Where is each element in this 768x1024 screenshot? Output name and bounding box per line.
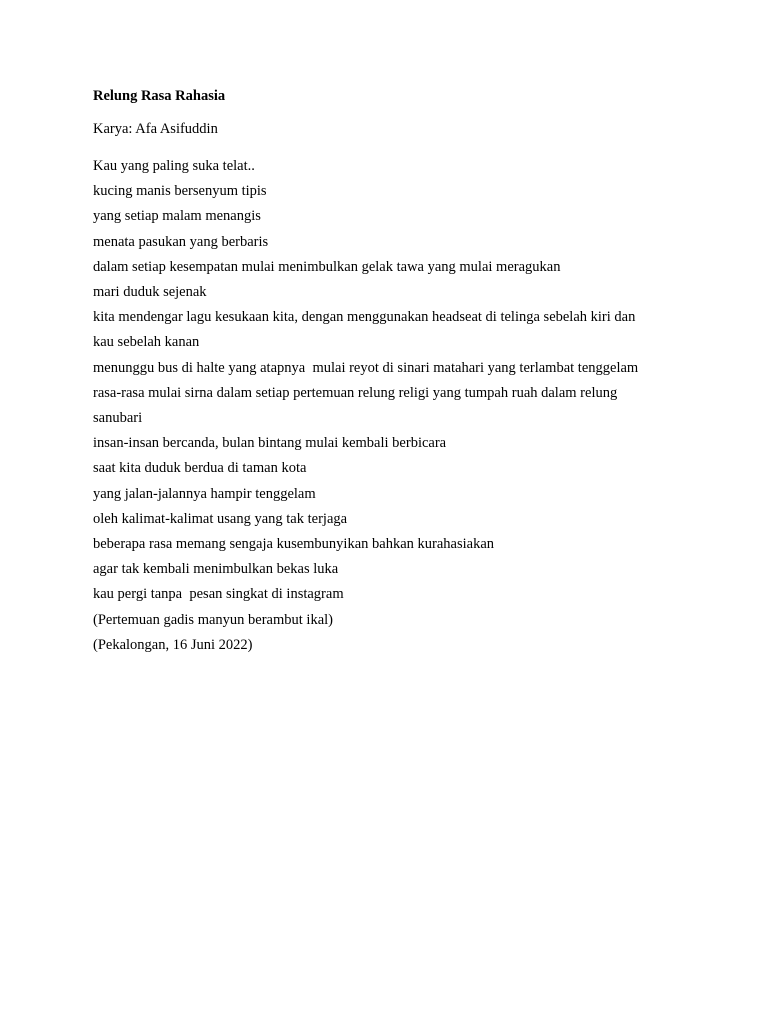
poem-line: kau sebelah kanan	[93, 334, 200, 351]
poem-line: Kau yang paling suka telat..	[93, 158, 255, 174]
poem-line: (Pekalongan, 16 Juni 2022)	[93, 636, 253, 653]
poem-line: saat kita duduk berdua di taman kota	[93, 460, 307, 477]
poem-line: kita mendengar lagu kesukaan kita, dengan menggunakan headseat di telinga sebelah kiri dan	[93, 309, 636, 326]
poem-line: rasa-rasa mulai sirna dalam setiap pertemuan relung religi yang tumpah ruah dalam relung	[93, 384, 618, 401]
poem-line: kucing manis bersenyum tipis	[93, 183, 267, 200]
poem-line: oleh kalimat-kalimat usang yang tak terjaga	[93, 510, 348, 527]
poem-line: menata pasukan yang berbaris	[93, 233, 269, 250]
poem-line: yang jalan-jalannya hampir tenggelam	[93, 485, 316, 502]
document-page	[93, 87, 693, 658]
poem-line: beberapa rasa memang sengaja kusembunyikan bahkan kurahasiakan	[93, 536, 495, 553]
poem-line: sanubari	[93, 410, 143, 427]
poem-body	[93, 154, 693, 658]
poem-line: mari duduk sejenak	[93, 284, 207, 301]
poem-title: Relung Rasa Rahasia	[93, 88, 226, 104]
poem-line: (Pertemuan gadis manyun berambut ikal)	[93, 611, 333, 628]
poem-line: kau pergi tanpa pesan singkat di instagram	[93, 586, 344, 603]
poem-line: menunggu bus di halte yang atapnya mulai reyot di sinari matahari yang terlambat tenggelam	[93, 359, 639, 376]
poem-line: agar tak kembali menimbulkan bekas luka	[93, 561, 339, 578]
poem-author: Karya: Afa Asifuddin	[93, 121, 218, 137]
poem-line: dalam setiap kesempatan mulai menimbulkan gelak tawa yang mulai meragukan	[93, 258, 561, 275]
poem-line: yang setiap malam menangis	[93, 208, 261, 225]
poem-line: insan-insan bercanda, bulan bintang mulai kembali berbicara	[93, 435, 447, 452]
